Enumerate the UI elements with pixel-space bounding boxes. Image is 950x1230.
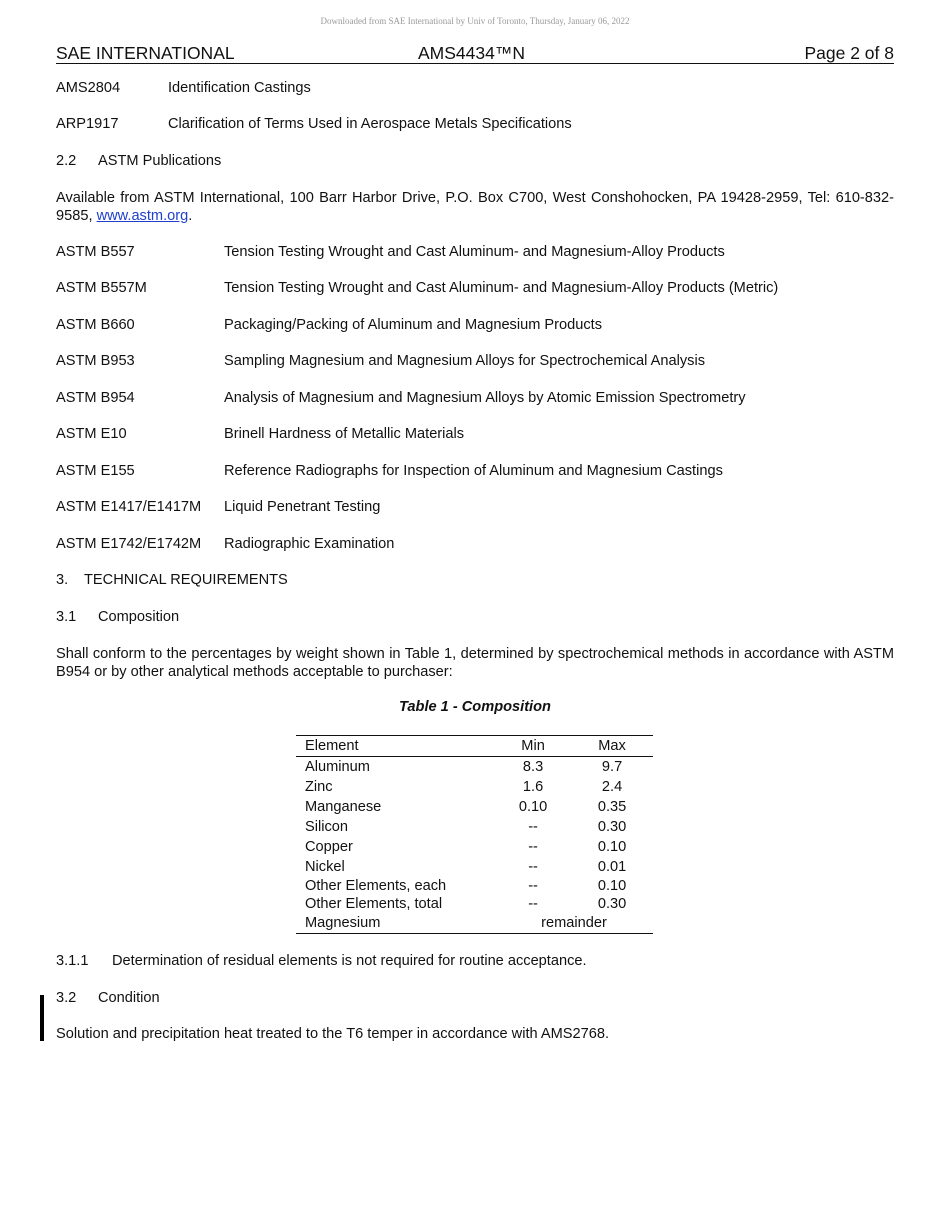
- table-row: [296, 877, 653, 895]
- column-header-min: Min: [495, 736, 571, 757]
- header-publisher: SAE INTERNATIONAL: [56, 43, 235, 63]
- composition-table: [296, 735, 653, 934]
- reference-title: Packaging/Packing of Aluminum and Magnesium Products: [224, 317, 603, 333]
- max-cell: 2.4: [601, 779, 623, 795]
- min-cell: --: [528, 859, 538, 875]
- reference-code: ASTM E1742/E1742M: [56, 536, 202, 552]
- min-cell: --: [528, 878, 538, 894]
- min-cell: --: [528, 839, 538, 855]
- element-cell: Silicon: [305, 819, 348, 835]
- reference-code: ASTM E1417/E1417M: [56, 499, 202, 515]
- reference-title: Clarification of Terms Used in Aerospace Metals Specifications: [168, 116, 572, 132]
- composition-paragraph: Shall conform to the percentages by weight shown in Table 1, determined by spectrochemical methods in accordance with ASTM B954 or by other analytical methods acceptable to purchaser:: [56, 646, 894, 680]
- reference-code: ASTM B660: [56, 317, 135, 333]
- column-header-max: Max: [571, 736, 653, 757]
- download-watermark: Downloaded from SAE International by Univ of Toronto, Thursday, January 06, 2022: [320, 16, 630, 26]
- header-document-number: AMS4434™N: [418, 43, 525, 63]
- min-cell: --: [528, 896, 538, 912]
- reference-title: Radiographic Examination: [224, 536, 395, 552]
- page-header: [56, 43, 894, 64]
- min-cell: 8.3: [522, 759, 544, 775]
- reference-code: ASTM B557: [56, 244, 135, 260]
- residual-elements-text: Determination of residual elements is not required for routine acceptance.: [112, 953, 587, 969]
- section-title: ASTM Publications: [98, 153, 222, 169]
- max-cell: 0.10: [597, 839, 627, 855]
- max-cell: 0.30: [597, 896, 627, 912]
- reference-code: ASTM B557M: [56, 280, 147, 296]
- reference-title: Liquid Penetrant Testing: [224, 499, 381, 515]
- reference-title: Sampling Magnesium and Magnesium Alloys for Spectrochemical Analysis: [224, 353, 706, 369]
- max-cell: 9.7: [601, 759, 623, 775]
- element-cell: Nickel: [305, 859, 345, 875]
- reference-title: Analysis of Magnesium and Magnesium Alloys by Atomic Emission Spectrometry: [224, 390, 746, 406]
- table-row: [296, 757, 653, 778]
- condition-text: Solution and precipitation heat treated to the T6 temper in accordance with AMS2768.: [56, 1026, 610, 1042]
- table-header-row: [296, 736, 653, 757]
- element-cell: Other Elements, total: [305, 896, 443, 912]
- table-row: [296, 895, 653, 913]
- max-cell: 0.01: [597, 859, 627, 875]
- reference-code: ASTM E10: [56, 426, 127, 442]
- reference-code: ARP1917: [56, 116, 119, 132]
- max-cell: 0.30: [597, 819, 627, 835]
- table-row: [296, 817, 653, 837]
- astm-availability-paragraph: Available from ASTM International, 100 Barr Harbor Drive, P.O. Box C700, West Conshohocken, PA 19428-2959, Tel: 610-832-9585, www.astm.org.: [56, 190, 894, 224]
- column-header-element: Element: [296, 736, 495, 757]
- remainder-cell: remainder: [541, 915, 607, 931]
- table-row: [296, 777, 653, 797]
- header-page-number: Page 2 of 8: [804, 43, 894, 63]
- section-title: Composition: [98, 609, 180, 625]
- element-cell: Other Elements, each: [305, 878, 447, 894]
- section-number: 3.: [56, 572, 69, 588]
- reference-code: AMS2804: [56, 80, 121, 96]
- revision-change-bar: [40, 995, 44, 1041]
- element-cell: Copper: [305, 839, 353, 855]
- reference-title: Reference Radiographs for Inspection of Aluminum and Magnesium Castings: [224, 463, 723, 479]
- reference-title: Brinell Hardness of Metallic Materials: [224, 426, 465, 442]
- element-cell: Aluminum: [305, 759, 370, 775]
- table-row: [296, 913, 653, 934]
- section-title: Condition: [98, 990, 160, 1006]
- section-number: 3.2: [56, 990, 77, 1006]
- min-cell: 1.6: [522, 779, 544, 795]
- min-cell: 0.10: [518, 799, 548, 815]
- section-number: 3.1: [56, 609, 77, 625]
- table-row: [296, 857, 653, 877]
- element-cell: Magnesium: [305, 915, 381, 931]
- element-cell: Manganese: [305, 799, 382, 815]
- table-row: [296, 797, 653, 817]
- reference-code: ASTM B954: [56, 390, 135, 406]
- reference-title: Tension Testing Wrought and Cast Aluminum- and Magnesium-Alloy Products: [224, 244, 725, 260]
- max-cell: 0.35: [597, 799, 627, 815]
- table-caption: Table 1 - Composition: [399, 699, 551, 715]
- section-number: 2.2: [56, 153, 77, 169]
- reference-code: ASTM E155: [56, 463, 135, 479]
- section-title: TECHNICAL REQUIREMENTS: [84, 572, 288, 588]
- reference-title: Tension Testing Wrought and Cast Aluminum- and Magnesium-Alloy Products (Metric): [224, 280, 779, 296]
- element-cell: Zinc: [305, 779, 333, 795]
- astm-website-link[interactable]: www.astm.org: [96, 208, 189, 224]
- max-cell: 0.10: [597, 878, 627, 894]
- min-cell: --: [528, 819, 538, 835]
- reference-code: ASTM B953: [56, 353, 135, 369]
- section-number: 3.1.1: [56, 953, 89, 969]
- reference-title: Identification Castings: [168, 80, 311, 96]
- table-row: [296, 837, 653, 857]
